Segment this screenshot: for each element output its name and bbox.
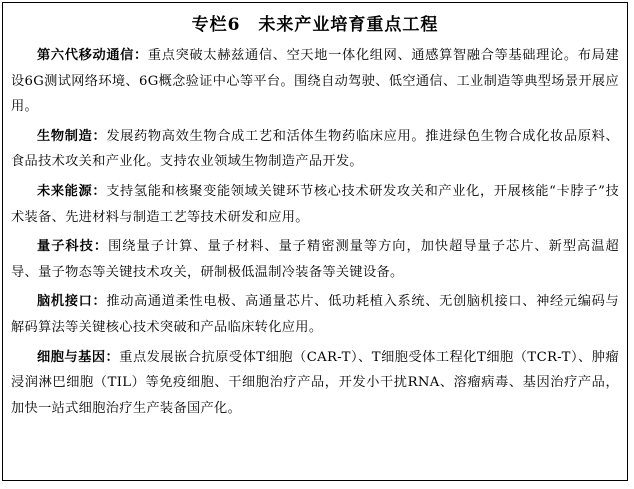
section-text: 发展药物高效生物合成工艺和活体生物药临床应用。推进绿色生物合成化妆品原料、食品技术攻关和产业化。支持农业领域生物制造产品开发。 [11, 128, 619, 170]
column-title: 专栏6 未来产业培育重点工程 [191, 15, 439, 35]
section-text: 重点发展嵌合抗原受体T细胞（CAR-T）、T细胞受体工程化T细胞（TCR-T）、肿瘤浸润淋巴细胞（TIL）等免疫细胞、干细胞治疗产品，开发小干扰RNA、溶瘤病毒、基因治疗产品，加快一站式细胞治疗生产装备国产化。 [11, 349, 619, 416]
section-cell-gene [11, 345, 619, 422]
section-future-energy [11, 179, 619, 230]
section-biomanufacturing [11, 124, 619, 175]
section-text: 支持氢能和核聚变能领域关键环节核心技术研发攻关和产业化，开展核能“卡脖子”技术装备、先进材料与制造工艺等技术研发和应用。 [11, 183, 620, 225]
section-6g [11, 43, 619, 120]
section-text: 重点突破太赫兹通信、空天地一体化组网、通感算智融合等基础理论。布局建设6G测试网络环境、6G概念验证中心等平台。围绕自动驾驶、低空通信、工业制造等典型场景开展应用。 [11, 48, 619, 115]
section-heading: 细胞与基因： [37, 349, 120, 365]
section-heading: 第六代移动通信： [37, 48, 148, 63]
section-text: 推动高通道柔性电极、高通量芯片、低功耗植入系统、无创脑机接口、神经元编码与解码算法等关键核心技术突破和产品临床转化应用。 [11, 294, 619, 335]
column-box [2, 2, 628, 481]
section-heading: 脑机接口： [37, 294, 107, 310]
section-quantum [11, 234, 619, 285]
section-text: 围绕量子计算、量子材料、量子精密测量等方向，加快超导量子芯片、新型高温超导、量子物态等关键技术攻关，研制极低温制冷装备等关键设备。 [11, 239, 619, 280]
section-bci [11, 289, 619, 340]
column-sections [11, 43, 619, 425]
section-heading: 量子科技： [37, 239, 109, 255]
section-heading: 生物制造： [37, 128, 107, 144]
section-heading: 未来能源： [37, 183, 107, 199]
